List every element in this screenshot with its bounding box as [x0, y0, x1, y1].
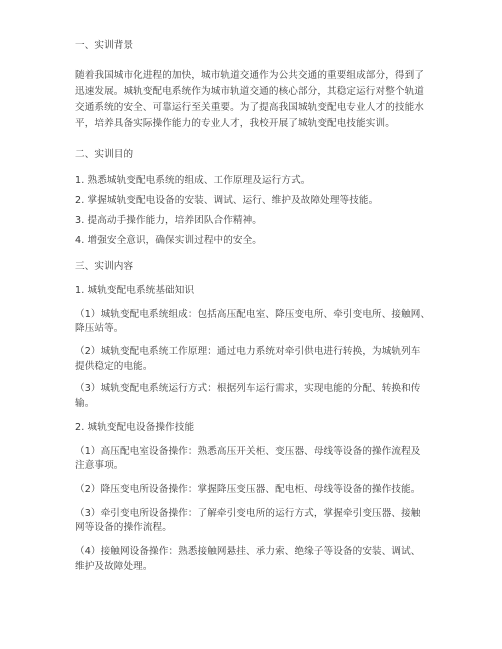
- section-heading-background: 一、实训背景: [75, 40, 134, 51]
- list-item-line: 输。: [75, 398, 95, 409]
- list-item: 1. 熟悉城轨变配电系统的组成、工作原理及运行方式。: [75, 175, 311, 186]
- list-item-line: 提供稳定的电能。: [75, 361, 153, 372]
- paragraph-line: 平，培养具备实际操作能力的专业人才，我校开展了城轨变配电技能实训。: [75, 118, 395, 129]
- list-item: 4. 增强安全意识，确保实训过程中的安全。: [75, 235, 262, 246]
- section-heading-content: 三、实训内容: [75, 261, 134, 272]
- list-item-line: （4）接触网设备操作：熟悉接触网悬挂、承力索、绝缘子等设备的安装、调试、: [75, 546, 421, 557]
- list-item-line: 注意事项。: [75, 460, 124, 471]
- subsection-title: 1. 城轨变配电系统基础知识: [75, 285, 195, 296]
- list-item-line: （3）城轨变配电系统运行方式：根据列车运行需求，实现电能的分配、转换和传: [75, 383, 421, 394]
- paragraph-line: 迅速发展。城轨变配电系统作为城市轨道交通的核心部分，其稳定运行对整个轨道: [75, 86, 424, 97]
- paragraph-line: 交通系统的安全、可靠运行至关重要。为了提高我国城轨变配电专业人才的技能水: [75, 102, 424, 113]
- paragraph-line: 随着我国城市化进程的加快，城市轨道交通作为公共交通的重要组成部分，得到了: [75, 70, 424, 81]
- list-item-line: （1）城轨变配电系统组成：包括高压配电室、降压变电所、牵引变电所、接触网、: [75, 309, 431, 320]
- list-item: 3. 提高动手操作能力，培养团队合作精神。: [75, 215, 262, 226]
- list-item-line: 降压站等。: [75, 323, 124, 334]
- list-item-line: 维护及故障处理。: [75, 561, 153, 572]
- list-item-line: 网等设备的操作流程。: [75, 522, 172, 533]
- subsection-title: 2. 城轨变配电设备操作技能: [75, 422, 195, 433]
- section-heading-purpose: 二、实训目的: [75, 149, 134, 160]
- list-item-line: （3）牵引变电所设备操作：了解牵引变电所的运行方式，掌握牵引变压器、接触: [75, 508, 421, 519]
- list-item-line: （1）高压配电室设备操作：熟悉高压开关柜、变压器、母线等设备的操作流程及: [75, 446, 421, 457]
- list-item-line: （2）城轨变配电系统工作原理：通过电力系统对牵引供电进行转换，为城轨列车: [75, 346, 421, 357]
- list-item-line: （2）降压变电所设备操作：掌握降压变压器、配电柜、母线等设备的操作技能。: [75, 484, 421, 495]
- list-item: 2. 掌握城轨变配电设备的安装、调试、运行、维护及故障处理等技能。: [75, 195, 379, 206]
